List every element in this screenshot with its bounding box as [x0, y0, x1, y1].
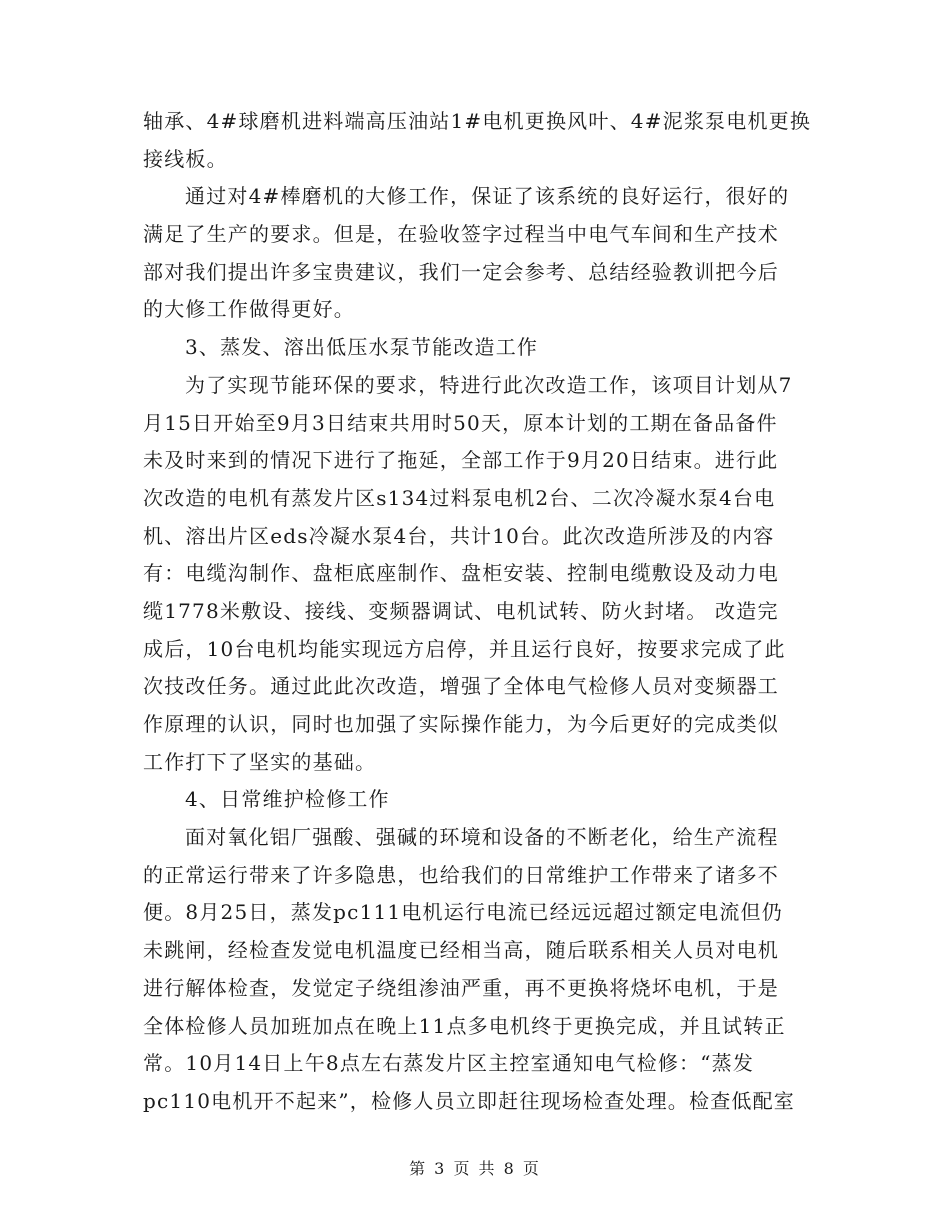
- text-line: 未及时来到的情况下进行了拖延，全部工作于9月20日结束。进行此: [143, 448, 779, 473]
- paragraph-first-line: 为了实现节能环保的要求，特进行此次改造工作，该项目计划从7: [185, 372, 793, 397]
- text-line: 工作打下了坚实的基础。: [143, 749, 377, 774]
- text-line: 的大修工作做得更好。: [143, 297, 355, 322]
- text-line: 有：电缆沟制作、盘柜底座制作、盘柜安装、控制电缆敷设及动力电: [143, 561, 779, 586]
- text-line: 进行解体检查，发觉定子绕组渗油严重，再不更换将烧坏电机，于是: [143, 975, 779, 1000]
- paragraph-first-line: 面对氧化铝厂强酸、强碱的环境和设备的不断老化，给生产流程: [185, 825, 779, 850]
- text-line: 次技改任务。通过此此次改造，增强了全体电气检修人员对变频器工: [143, 674, 779, 699]
- text-line: 成后，10台电机均能实现远方启停，并且运行良好，按要求完成了此: [143, 636, 786, 661]
- text-line: 次改造的电机有蒸发片区s134过料泵电机2台、二次冷凝水泵4台电: [143, 485, 776, 510]
- page-number-footer: 第 3 页 共 8 页: [409, 1159, 541, 1178]
- text-line: 未跳闸，经检查发觉电机温度已经相当高，随后联系相关人员对电机: [143, 938, 779, 963]
- text-line: 部对我们提出许多宝贵建议，我们一定会参考、总结经验教训把今后: [143, 259, 779, 284]
- text-line: 全体检修人员加班加点在晚上11点多电机终于更换完成，并且试转正: [143, 1013, 786, 1038]
- text-line: 接线板。: [143, 146, 228, 171]
- paragraph-first-line: 通过对4#棒磨机的大修工作，保证了该系统的良好运行，很好的: [185, 184, 790, 209]
- text-line: 的正常运行带来了许多隐患，也给我们的日常维护工作带来了诸多不: [143, 862, 779, 887]
- text-line: 月15日开始至9月3日结束共用时50天，原本计划的工期在备品备件: [143, 410, 778, 435]
- text-line: pc110电机开不起来”，检修人员立即赶往现场检查处理。检查低配室: [143, 1088, 796, 1113]
- text-line: 作原理的认识，同时也加强了实际操作能力，为今后更好的完成类似: [143, 712, 779, 736]
- text-line: 满足了生产的要求。但是，在验收签字过程当中电气车间和生产技术: [143, 222, 779, 247]
- text-line: 缆1778米敷设、接线、变频器调试、电机试转、防火封堵。 改造完: [143, 598, 779, 623]
- section-heading: 3、蒸发、溶出低压水泵节能改造工作: [185, 335, 539, 360]
- body-text: [143, 103, 812, 1121]
- section-heading: 4、日常维护检修工作: [185, 787, 390, 812]
- text-line: 机、溶出片区eds冷凝水泵4台，共计10台。此次改造所涉及的内容: [143, 523, 775, 548]
- text-line: 轴承、4#球磨机进料端高压油站1#电机更换风叶、4#泥浆泵电机更换: [143, 109, 812, 133]
- text-line: 便。8月25日，蒸发pc111电机运行电流已经远远超过额定电流但仍: [143, 900, 783, 925]
- text-line: 常。10月14日上午8点左右蒸发片区主控室通知电气检修：“蒸发: [143, 1051, 755, 1076]
